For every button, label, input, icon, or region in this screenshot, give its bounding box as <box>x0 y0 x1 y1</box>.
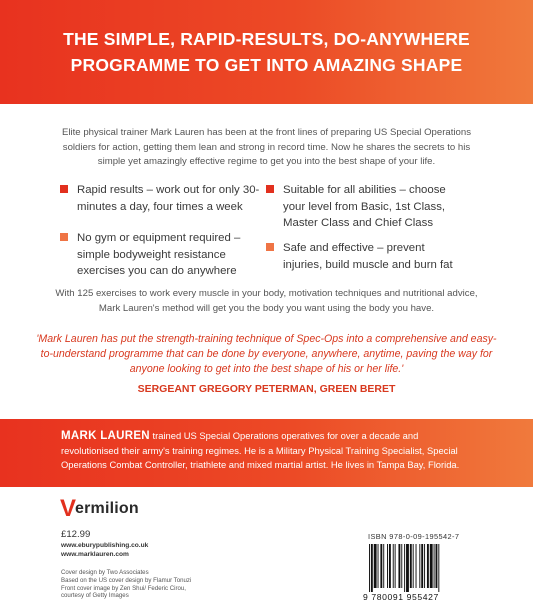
bullet-square-icon <box>60 185 68 193</box>
credit-line: Based on the US cover design by Flamur Tonuzi <box>61 576 192 584</box>
credit-line: Front cover image by Zen Shui/ Federic Cirou, <box>61 584 186 592</box>
publisher-logo-initial: V <box>60 495 77 522</box>
method-paragraph: With 125 exercises to work every muscle in your body, motivation techniques and nutritional advice, Mark Lauren's method will get you the body you want using the body you have. <box>55 288 478 314</box>
bullet-square-icon <box>266 243 274 251</box>
endorsement-quote: 'Mark Lauren has put the strength-training technique of Spec-Ops into a comprehensive and easy-to-understand programme that can be done by everyone, anywhere, anytime, paving the way for anyone looking to get into the best shape of his or her life.' <box>36 333 497 375</box>
quote-attribution: SERGEANT GREGORY PETERMAN, GREEN BERET <box>137 383 396 395</box>
credit-line: Cover design by Two Associates <box>61 569 149 576</box>
bullet-item <box>60 230 260 280</box>
author-bio <box>61 429 476 473</box>
bullet-text: No gym or equipment required – simple bodyweight resistance exercises you can do anywhere <box>77 232 241 277</box>
website-link[interactable]: www.eburypublishing.co.uk <box>61 542 149 549</box>
bullet-item <box>60 182 260 215</box>
websites <box>61 541 148 559</box>
website-link[interactable]: www.marklauren.com <box>61 551 129 558</box>
barcode <box>361 542 473 602</box>
publisher-logo <box>60 495 139 522</box>
headline-line-2: PROGRAMME TO GET INTO AMAZING SHAPE <box>70 55 463 75</box>
publisher-logo-text: ermilion <box>75 500 139 517</box>
header-band <box>0 0 533 104</box>
credit-line: courtesy of Getty Images <box>61 592 129 600</box>
bullet-text: Suitable for all abilities – choose your level from Basic, 1st Class, Master Class and Chief Class <box>283 184 446 229</box>
isbn-text: ISBN 978-0-09-195542-7 <box>368 532 460 541</box>
bullet-item <box>266 182 466 232</box>
author-bio-text: trained US Special Operations operatives for over a decade and revolutionised their army's training regimes. He is a Military Physical Training Specialist, Special Operations Combat Controller, triathlete and mixed martial artist. He lives in Tampa Bay, Florida. <box>61 430 460 470</box>
author-name: MARK LAUREN <box>61 430 150 442</box>
bullet-text: Rapid results – work out for only 30-minutes a day, four times a week <box>77 184 260 213</box>
barcode-number: 9 780091 955427 <box>363 592 439 602</box>
price: £12.99 <box>61 529 91 540</box>
bullet-square-icon <box>266 185 274 193</box>
intro-paragraph: Elite physical trainer Mark Lauren has been at the front lines of preparing US Special Operations soldiers for action, getting them lean and strong in record time. Now he shares the secrets to his simple yet amazingly effective regime to get you into the best shape of your life. <box>61 127 472 167</box>
headline-line-1: THE SIMPLE, RAPID-RESULTS, DO-ANYWHERE <box>63 29 470 49</box>
cover-credits <box>61 569 261 600</box>
bullet-item <box>266 240 466 273</box>
bullet-text: Safe and effective – prevent injuries, build muscle and burn fat <box>283 242 453 271</box>
bullet-square-icon <box>60 233 68 241</box>
